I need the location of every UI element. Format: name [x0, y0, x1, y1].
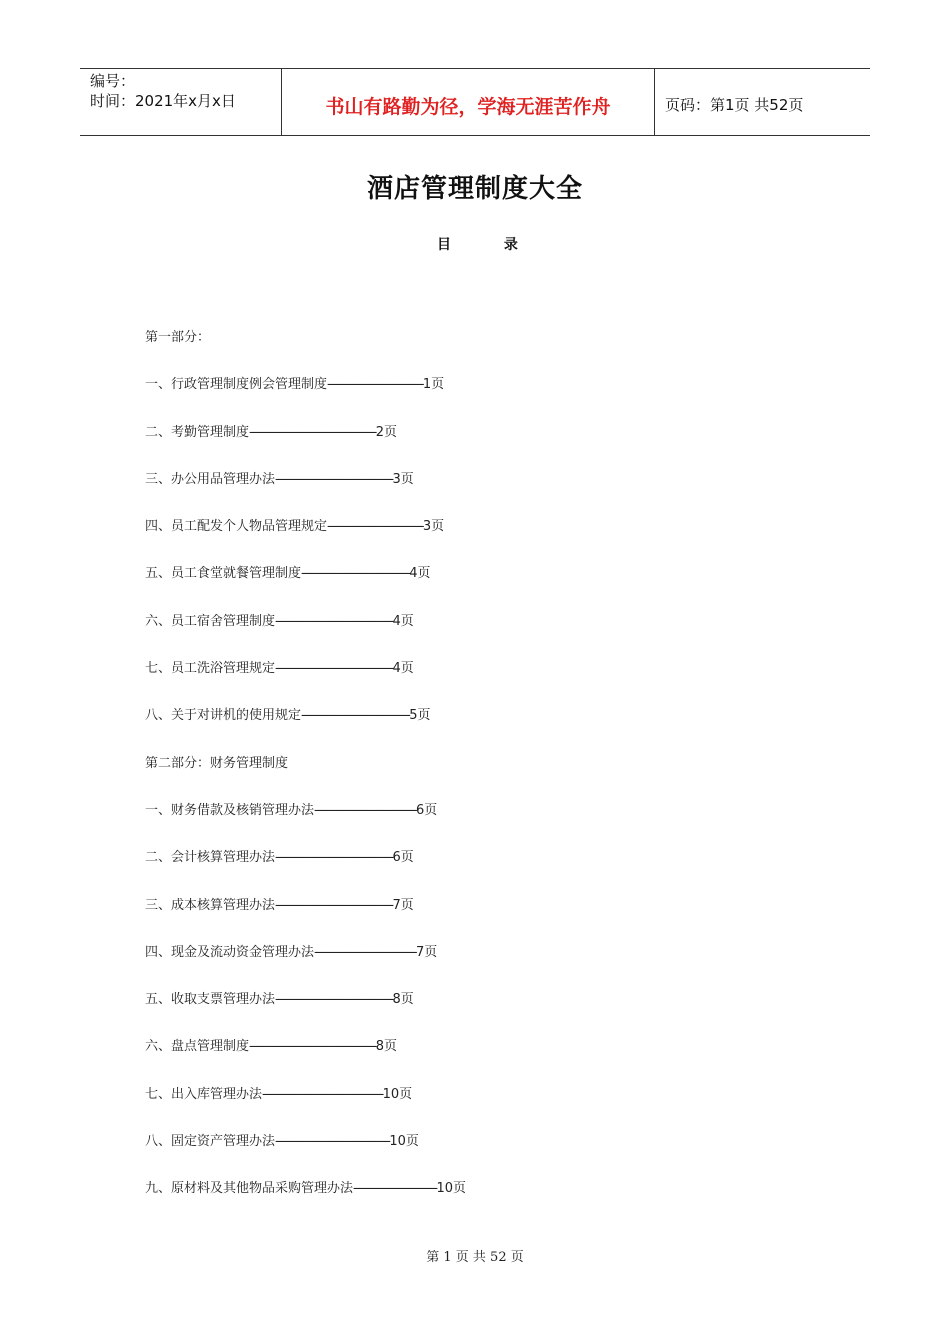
toc-entry-title: 二、考勤管理制度 — [145, 424, 250, 440]
toc-entry-page: 3页 — [392, 471, 414, 487]
toc-entry[interactable] — [145, 329, 705, 376]
toc-entry-page: 7页 — [416, 944, 438, 960]
header-meta-cell — [80, 69, 282, 135]
toc-entry[interactable] — [145, 471, 705, 518]
toc-entry-page: 4页 — [392, 661, 414, 677]
header-motto: 书山有路勤为径，学海无涯苦作舟 — [282, 69, 655, 135]
toc-entry[interactable] — [145, 1133, 705, 1180]
toc-entry-page: 6页 — [392, 850, 414, 866]
toc-entry-title: 五、收取支票管理办法 — [145, 992, 276, 1008]
header-page-info: 页码：第1页 共52页 — [665, 95, 804, 114]
toc-entry[interactable] — [145, 518, 705, 565]
document-date-label: 时间：2021年x月x日 — [90, 92, 236, 110]
toc-entry[interactable] — [145, 565, 705, 612]
toc-entry[interactable] — [145, 1038, 705, 1085]
toc-entry-page: 1页 — [422, 377, 445, 393]
toc-entry[interactable] — [145, 755, 705, 802]
toc-entry-leader: --------------------------------- — [314, 802, 417, 818]
toc-entry-title: 五、员工食堂就餐管理制度 — [145, 566, 302, 582]
toc-entry-title: 三、成本核算管理办法 — [145, 897, 276, 913]
toc-entry-page: 10页 — [389, 1134, 419, 1150]
toc-entry-title: 四、现金及流动资金管理办法 — [145, 944, 315, 960]
toc-entry-page: 6页 — [416, 802, 438, 818]
toc-entry[interactable] — [145, 944, 705, 991]
toc-entry[interactable] — [145, 613, 705, 660]
toc-entry-page: 8页 — [392, 992, 414, 1008]
toc-entry[interactable] — [145, 1086, 705, 1133]
toc-entry-leader: --------------------------- — [353, 1181, 437, 1197]
toc-entry-title: 七、员工洗浴管理规定 — [145, 661, 276, 677]
toc-entry[interactable] — [145, 1180, 705, 1227]
table-of-contents — [145, 329, 705, 1228]
toc-entry-title: 第二部分：财务管理制度 — [145, 755, 289, 771]
toc-entry-page: 10页 — [436, 1181, 467, 1197]
toc-entry-leader: ------------------------------- — [327, 377, 423, 393]
document-header — [80, 68, 870, 136]
toc-entry-leader: ------------------------------- — [327, 519, 423, 535]
toc-entry[interactable] — [145, 376, 705, 423]
toc-entry-title: 六、盘点管理制度 — [145, 1039, 250, 1055]
toc-entry-page: 4页 — [392, 613, 414, 629]
page-footer: 第 1 页 共 52 页 — [426, 1250, 524, 1265]
toc-entry-leader: -------------------------------------- — [275, 850, 393, 866]
toc-entry-leader: -------------------------------------- — [275, 471, 393, 487]
toc-entry-leader: ------------------------------------- — [275, 1134, 390, 1150]
toc-entry[interactable] — [145, 849, 705, 896]
toc-entry-leader: ----------------------------------- — [301, 708, 410, 724]
toc-entry-title: 第一部分： — [145, 330, 211, 345]
toc-entry-leader: --------------------------------- — [314, 944, 417, 960]
toc-entry[interactable] — [145, 991, 705, 1038]
toc-entry[interactable] — [145, 897, 705, 944]
toc-entry-leader: -------------------------------------- — [275, 613, 393, 629]
document-number-label: 编号： — [90, 72, 136, 90]
toc-entry-leader: -------------------------------------- — [275, 992, 393, 1008]
toc-entry-leader: -------------------------------------- — [275, 897, 393, 913]
toc-entry-page: 5页 — [409, 708, 431, 724]
toc-entry-title: 八、关于对讲机的使用规定 — [145, 708, 302, 724]
toc-entry-leader: ----------------------------------- — [301, 566, 410, 582]
toc-entry-page: 8页 — [375, 1039, 398, 1055]
toc-entry[interactable] — [145, 660, 705, 707]
toc-entry-title: 一、行政管理制度例会管理制度 — [145, 377, 328, 393]
toc-entry-page: 10页 — [382, 1086, 413, 1102]
toc-entry-leader: -------------------------------------- — [275, 661, 393, 677]
toc-entry-leader: --------------------------------------- — [262, 1086, 383, 1102]
toc-entry-title: 七、出入库管理办法 — [145, 1086, 263, 1102]
toc-entry-title: 三、办公用品管理办法 — [145, 471, 276, 487]
document-title: 酒店管理制度大全 — [366, 174, 583, 204]
toc-entry-title: 二、会计核算管理办法 — [145, 850, 276, 866]
toc-entry[interactable] — [145, 424, 705, 471]
toc-entry-title: 四、员工配发个人物品管理规定 — [145, 519, 328, 535]
toc-entry-title: 九、原材料及其他物品采购管理办法 — [145, 1181, 354, 1197]
toc-entry-leader: ----------------------------------------- — [249, 424, 376, 440]
toc-entry-page: 7页 — [392, 897, 414, 913]
toc-entry-leader: ----------------------------------------- — [249, 1039, 376, 1055]
toc-heading: 目 录 — [437, 237, 518, 253]
toc-entry-title: 六、员工宿舍管理制度 — [145, 613, 276, 629]
toc-entry-page: 3页 — [422, 519, 445, 535]
toc-entry[interactable] — [145, 802, 705, 849]
toc-entry-title: 一、财务借款及核销管理办法 — [145, 802, 315, 818]
toc-entry-page: 2页 — [375, 424, 398, 440]
toc-entry-title: 八、固定资产管理办法 — [145, 1134, 276, 1150]
toc-entry[interactable] — [145, 707, 705, 754]
toc-entry-page: 4页 — [409, 566, 431, 582]
